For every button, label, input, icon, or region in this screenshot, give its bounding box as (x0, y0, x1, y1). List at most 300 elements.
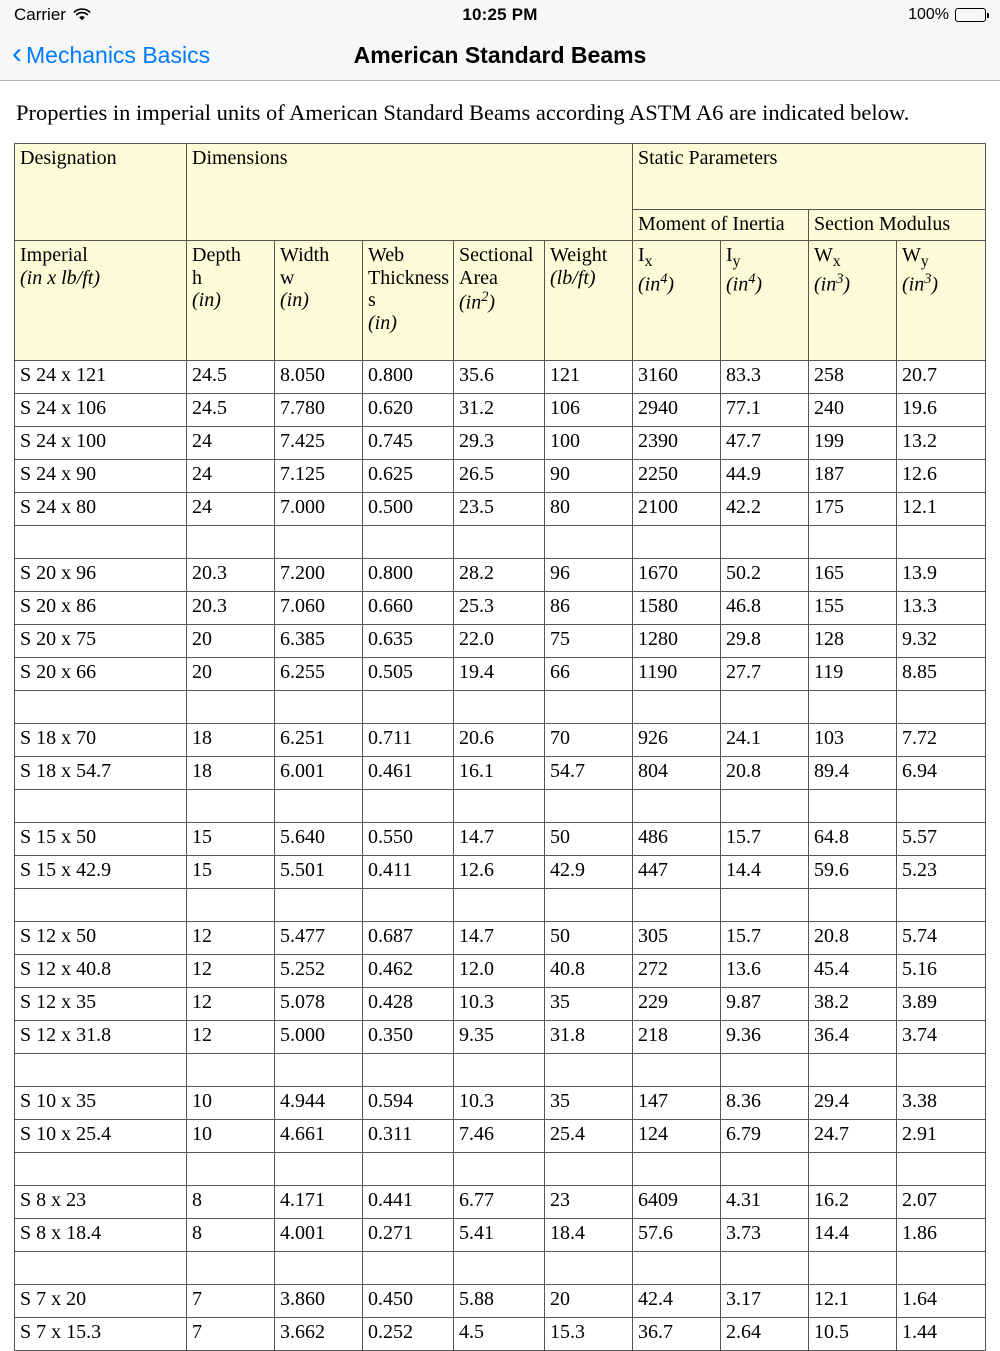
table-cell: 3.662 (275, 1317, 363, 1350)
table-cell: 83.3 (721, 360, 809, 393)
table-cell (545, 888, 633, 921)
table-cell: 9.87 (721, 987, 809, 1020)
table-cell: 77.1 (721, 393, 809, 426)
table-cell: 486 (633, 822, 721, 855)
table-cell (363, 888, 454, 921)
table-cell: 2.64 (721, 1317, 809, 1350)
table-cell: 20.6 (454, 723, 545, 756)
table-cell: 12.0 (454, 954, 545, 987)
table-cell: S 7 x 20 (15, 1284, 187, 1317)
table-cell (15, 1053, 187, 1086)
table-cell: 9.36 (721, 1020, 809, 1053)
table-cell: 1580 (633, 591, 721, 624)
table-cell: 6.255 (275, 657, 363, 690)
table-cell: 36.4 (809, 1020, 897, 1053)
table-cell: 5.477 (275, 921, 363, 954)
table-cell: 38.2 (809, 987, 897, 1020)
table-cell: 6.251 (275, 723, 363, 756)
table-cell: 23 (545, 1185, 633, 1218)
table-cell (363, 690, 454, 723)
table-cell: 70 (545, 723, 633, 756)
beams-table (14, 143, 986, 1351)
table-cell: 7.46 (454, 1119, 545, 1152)
table-cell: 89.4 (809, 756, 897, 789)
table-cell: 0.505 (363, 657, 454, 690)
table-cell: 42.9 (545, 855, 633, 888)
table-cell: 27.7 (721, 657, 809, 690)
table-cell: 0.800 (363, 360, 454, 393)
table-cell: 0.800 (363, 558, 454, 591)
table-cell: 15 (187, 822, 275, 855)
table-cell: 14.7 (454, 822, 545, 855)
table-cell: 5.640 (275, 822, 363, 855)
table-cell (454, 1053, 545, 1086)
table-cell: S 7 x 15.3 (15, 1317, 187, 1350)
table-cell: 7.000 (275, 492, 363, 525)
table-cell (187, 1053, 275, 1086)
table-cell: 24 (187, 459, 275, 492)
table-cell: 119 (809, 657, 897, 690)
table-cell (809, 525, 897, 558)
table-cell: 0.625 (363, 459, 454, 492)
table-cell: S 10 x 25.4 (15, 1119, 187, 1152)
table-cell: 15 (187, 855, 275, 888)
table-cell: S 12 x 40.8 (15, 954, 187, 987)
table-cell: 12 (187, 987, 275, 1020)
table-cell: 5.23 (897, 855, 986, 888)
table-row (15, 492, 986, 525)
battery-full-icon (955, 8, 986, 22)
table-cell: 18 (187, 756, 275, 789)
header-imperial: Imperial (in x lb/ft) (15, 240, 187, 360)
table-cell (15, 1152, 187, 1185)
table-cell (545, 789, 633, 822)
table-cell: 46.8 (721, 591, 809, 624)
table-cell (545, 525, 633, 558)
status-bar (0, 0, 1000, 30)
table-cell (15, 789, 187, 822)
back-button[interactable] (0, 36, 211, 70)
table-cell (545, 1053, 633, 1086)
table-cell (454, 789, 545, 822)
table-cell: S 10 x 35 (15, 1086, 187, 1119)
table-cell: 258 (809, 360, 897, 393)
table-cell (454, 888, 545, 921)
table-cell (363, 789, 454, 822)
table-cell (545, 690, 633, 723)
table-cell: 20.8 (721, 756, 809, 789)
table-cell: 5.57 (897, 822, 986, 855)
table-cell: S 12 x 31.8 (15, 1020, 187, 1053)
table-cell: 2250 (633, 459, 721, 492)
table-cell: 20.7 (897, 360, 986, 393)
table-cell: 59.6 (809, 855, 897, 888)
table-cell: 35 (545, 1086, 633, 1119)
table-cell: 6.385 (275, 624, 363, 657)
table-cell: 86 (545, 591, 633, 624)
table-cell: 187 (809, 459, 897, 492)
table-cell: S 12 x 50 (15, 921, 187, 954)
table-cell: 24.5 (187, 393, 275, 426)
table-cell: 2940 (633, 393, 721, 426)
table-row (15, 459, 986, 492)
table-cell: 2.07 (897, 1185, 986, 1218)
table-cell: 20.8 (809, 921, 897, 954)
table-cell (187, 1152, 275, 1185)
table-cell (897, 690, 986, 723)
table-cell: 5.41 (454, 1218, 545, 1251)
table-cell: 4.31 (721, 1185, 809, 1218)
table-cell: 0.311 (363, 1119, 454, 1152)
table-spacer-row (15, 690, 986, 723)
table-cell: 0.252 (363, 1317, 454, 1350)
table-cell: 7 (187, 1317, 275, 1350)
table-cell: 10.3 (454, 987, 545, 1020)
table-cell: 12.1 (897, 492, 986, 525)
table-cell: 5.501 (275, 855, 363, 888)
table-cell: 36.7 (633, 1317, 721, 1350)
table-cell: 44.9 (721, 459, 809, 492)
table-cell: 7.125 (275, 459, 363, 492)
table-cell: 6.77 (454, 1185, 545, 1218)
table-cell (275, 789, 363, 822)
table-cell: 31.2 (454, 393, 545, 426)
table-cell: 24 (187, 426, 275, 459)
table-row (15, 987, 986, 1020)
table-cell: 9.35 (454, 1020, 545, 1053)
table-cell (15, 1251, 187, 1284)
table-cell: S 20 x 66 (15, 657, 187, 690)
table-spacer-row (15, 1053, 986, 1086)
intro-text: Properties in imperial units of American Standard Beams according ASTM A6 are indicated below. (16, 100, 910, 125)
table-cell: 2100 (633, 492, 721, 525)
table-spacer-row (15, 1152, 986, 1185)
table-cell: 121 (545, 360, 633, 393)
table-cell: 66 (545, 657, 633, 690)
table-cell (545, 1251, 633, 1284)
table-header (15, 144, 986, 361)
table-cell (721, 525, 809, 558)
table-cell: 305 (633, 921, 721, 954)
table-cell (15, 690, 187, 723)
table-cell: 29.3 (454, 426, 545, 459)
table-cell (187, 525, 275, 558)
table-cell: S 18 x 70 (15, 723, 187, 756)
table-cell (275, 525, 363, 558)
table-cell: 50.2 (721, 558, 809, 591)
status-bar-right (538, 6, 986, 24)
table-row (15, 1218, 986, 1251)
table-row (15, 393, 986, 426)
table-cell: 4.171 (275, 1185, 363, 1218)
table-cell: S 8 x 18.4 (15, 1218, 187, 1251)
table-cell: 50 (545, 822, 633, 855)
table-cell: 22.0 (454, 624, 545, 657)
table-cell: 8.36 (721, 1086, 809, 1119)
nav-bar (0, 30, 1000, 81)
table-cell: 64.8 (809, 822, 897, 855)
table-body (15, 360, 986, 1350)
table-cell (545, 1152, 633, 1185)
table-cell (187, 690, 275, 723)
table-cell: 147 (633, 1086, 721, 1119)
table-cell: 14.7 (454, 921, 545, 954)
table-cell: 103 (809, 723, 897, 756)
table-cell: 14.4 (809, 1218, 897, 1251)
table-cell: 9.32 (897, 624, 986, 657)
table-cell (187, 1251, 275, 1284)
table-cell (275, 888, 363, 921)
table-cell: 13.3 (897, 591, 986, 624)
table-cell: 175 (809, 492, 897, 525)
table-cell (897, 525, 986, 558)
table-cell (809, 1053, 897, 1086)
header-width: Width w (in) (275, 240, 363, 360)
table-cell: 8.85 (897, 657, 986, 690)
table-cell: 6.001 (275, 756, 363, 789)
table-cell: 0.660 (363, 591, 454, 624)
table-cell: 18.4 (545, 1218, 633, 1251)
table-cell: 24.1 (721, 723, 809, 756)
table-cell: S 20 x 86 (15, 591, 187, 624)
header-wx: $W_x$ $(in^3)$ (809, 240, 897, 360)
table-cell: S 24 x 121 (15, 360, 187, 393)
table-cell: 13.9 (897, 558, 986, 591)
table-cell: 16.2 (809, 1185, 897, 1218)
table-cell (809, 1251, 897, 1284)
table-cell (809, 1152, 897, 1185)
table-cell: 75 (545, 624, 633, 657)
table-cell (633, 888, 721, 921)
header-sectional-area: Sectional Area $(in^2)$ (454, 240, 545, 360)
table-cell: 20.3 (187, 591, 275, 624)
table-cell: 25.4 (545, 1119, 633, 1152)
table-cell: S 24 x 90 (15, 459, 187, 492)
table-cell: 13.2 (897, 426, 986, 459)
table-cell: 5.88 (454, 1284, 545, 1317)
table-cell: 5.078 (275, 987, 363, 1020)
back-button-label: Mechanics Basics (26, 41, 211, 68)
table-row (15, 1119, 986, 1152)
table-cell: 18 (187, 723, 275, 756)
header-depth: Depth h (in) (187, 240, 275, 360)
table-cell (897, 789, 986, 822)
table-row (15, 1284, 986, 1317)
table-cell: S 20 x 96 (15, 558, 187, 591)
table-cell (187, 789, 275, 822)
table-cell: 40.8 (545, 954, 633, 987)
table-row (15, 558, 986, 591)
table-cell: 272 (633, 954, 721, 987)
table-cell (15, 888, 187, 921)
table-cell: 7.060 (275, 591, 363, 624)
table-cell: 0.411 (363, 855, 454, 888)
table-cell (721, 789, 809, 822)
table-cell: 447 (633, 855, 721, 888)
table-cell: 0.441 (363, 1185, 454, 1218)
table-spacer-row (15, 1251, 986, 1284)
carrier-label: Carrier (14, 5, 66, 24)
table-cell: 10 (187, 1086, 275, 1119)
table-cell: 0.450 (363, 1284, 454, 1317)
table-row (15, 624, 986, 657)
table-cell: 57.6 (633, 1218, 721, 1251)
table-header-row-groups (15, 144, 986, 210)
table-cell: 42.2 (721, 492, 809, 525)
table-cell: 106 (545, 393, 633, 426)
table-cell: 96 (545, 558, 633, 591)
page-title: American Standard Beams (353, 41, 647, 68)
table-cell: 5.74 (897, 921, 986, 954)
table-cell: 4.944 (275, 1086, 363, 1119)
table-cell (454, 690, 545, 723)
table-cell: 80 (545, 492, 633, 525)
table-cell: 7.780 (275, 393, 363, 426)
table-cell: 7.72 (897, 723, 986, 756)
content-area (0, 100, 1000, 1351)
table-cell: 5.000 (275, 1020, 363, 1053)
table-cell: 20 (545, 1284, 633, 1317)
table-cell (275, 690, 363, 723)
table-cell: 0.711 (363, 723, 454, 756)
table-cell: 218 (633, 1020, 721, 1053)
table-cell: 29.4 (809, 1086, 897, 1119)
table-cell: 16.1 (454, 756, 545, 789)
table-cell (721, 888, 809, 921)
table-cell: 42.4 (633, 1284, 721, 1317)
table-cell (633, 789, 721, 822)
table-cell: 926 (633, 723, 721, 756)
table-row (15, 1020, 986, 1053)
table-cell (633, 690, 721, 723)
table-cell: 199 (809, 426, 897, 459)
table-cell: 12 (187, 954, 275, 987)
table-cell (363, 1251, 454, 1284)
table-cell: 0.350 (363, 1020, 454, 1053)
table-cell (454, 1152, 545, 1185)
table-cell: 1.64 (897, 1284, 986, 1317)
table-cell: 12.1 (809, 1284, 897, 1317)
table-cell: 12 (187, 1020, 275, 1053)
table-cell: 54.7 (545, 756, 633, 789)
table-cell (809, 888, 897, 921)
table-cell (809, 789, 897, 822)
table-cell: 1280 (633, 624, 721, 657)
table-cell: 10 (187, 1119, 275, 1152)
table-cell: 10.3 (454, 1086, 545, 1119)
table-cell: 50 (545, 921, 633, 954)
table-row (15, 426, 986, 459)
table-row (15, 855, 986, 888)
table-cell: 5.252 (275, 954, 363, 987)
table-cell: 100 (545, 426, 633, 459)
table-cell: 0.428 (363, 987, 454, 1020)
table-cell: 15.7 (721, 921, 809, 954)
table-cell: 240 (809, 393, 897, 426)
table-cell: 3.74 (897, 1020, 986, 1053)
table-cell: 4.5 (454, 1317, 545, 1350)
table-cell: 7.200 (275, 558, 363, 591)
table-spacer-row (15, 888, 986, 921)
table-cell (721, 1053, 809, 1086)
table-cell: 1.86 (897, 1218, 986, 1251)
table-row (15, 591, 986, 624)
table-cell: 7.425 (275, 426, 363, 459)
table-cell: 155 (809, 591, 897, 624)
table-cell: 804 (633, 756, 721, 789)
table-cell: 10.5 (809, 1317, 897, 1350)
table-row (15, 921, 986, 954)
table-cell (633, 1152, 721, 1185)
table-cell: 0.461 (363, 756, 454, 789)
table-cell: 25.3 (454, 591, 545, 624)
table-cell: 124 (633, 1119, 721, 1152)
header-weight: Weight (lb/ft) (545, 240, 633, 360)
table-cell (897, 1251, 986, 1284)
table-cell (897, 888, 986, 921)
table-cell: S 20 x 75 (15, 624, 187, 657)
table-cell: 165 (809, 558, 897, 591)
table-cell: 1670 (633, 558, 721, 591)
header-wy: $W_y$ $(in^3)$ (897, 240, 986, 360)
table-cell: 2.91 (897, 1119, 986, 1152)
table-cell: 0.745 (363, 426, 454, 459)
table-cell (721, 1251, 809, 1284)
table-cell (633, 1251, 721, 1284)
table-cell: 28.2 (454, 558, 545, 591)
table-cell: 6.94 (897, 756, 986, 789)
clock-label: 10:25 PM (462, 5, 538, 24)
table-row (15, 954, 986, 987)
table-cell: 5.16 (897, 954, 986, 987)
table-cell (275, 1053, 363, 1086)
table-cell: 24.5 (187, 360, 275, 393)
table-cell: 0.271 (363, 1218, 454, 1251)
table-cell: 12.6 (454, 855, 545, 888)
table-cell (454, 525, 545, 558)
table-cell: 23.5 (454, 492, 545, 525)
table-cell: 1.44 (897, 1317, 986, 1350)
table-cell (363, 525, 454, 558)
table-row (15, 1185, 986, 1218)
table-cell: 12 (187, 921, 275, 954)
table-cell: 20.3 (187, 558, 275, 591)
table-cell (721, 1152, 809, 1185)
table-cell: 0.462 (363, 954, 454, 987)
table-cell: 90 (545, 459, 633, 492)
header-dimensions: Dimensions (187, 144, 633, 241)
table-cell (633, 1053, 721, 1086)
table-cell: 0.550 (363, 822, 454, 855)
table-cell: 12.6 (897, 459, 986, 492)
chevron-left-icon: ‹ (12, 36, 22, 70)
table-cell: 0.594 (363, 1086, 454, 1119)
table-cell (187, 888, 275, 921)
table-row (15, 723, 986, 756)
table-cell: 3.73 (721, 1218, 809, 1251)
table-cell: 8 (187, 1185, 275, 1218)
table-cell (275, 1251, 363, 1284)
table-cell: 2390 (633, 426, 721, 459)
header-ix: $I_x$ $(in^4)$ (633, 240, 721, 360)
table-cell (363, 1053, 454, 1086)
table-cell: 0.620 (363, 393, 454, 426)
table-cell: 1190 (633, 657, 721, 690)
status-bar-left (14, 5, 462, 25)
table-row (15, 822, 986, 855)
table-cell: 229 (633, 987, 721, 1020)
header-section-modulus: Section Modulus (809, 210, 986, 241)
